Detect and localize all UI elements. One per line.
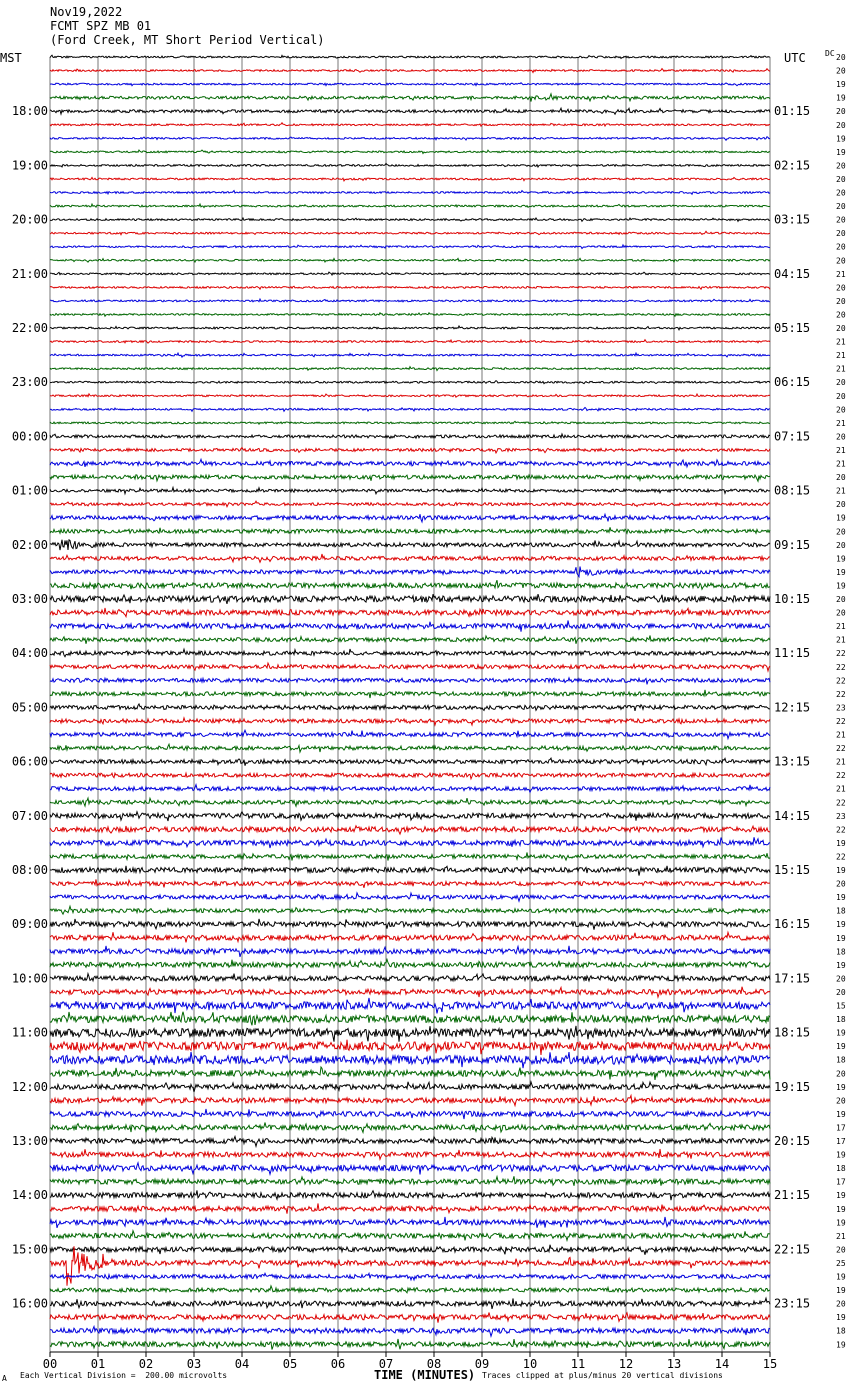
seismic-trace	[50, 178, 770, 181]
x-tick-label: 08	[426, 1357, 442, 1371]
right-hour-label: 14:15	[774, 808, 811, 823]
seismic-trace	[50, 580, 770, 589]
right-hour-label: 06:15	[774, 375, 811, 390]
dc-offset-label: 19	[836, 1313, 846, 1323]
dc-offset-label: 21	[836, 269, 846, 279]
dc-offset-label: 17	[836, 1177, 846, 1187]
seismic-trace	[50, 1067, 770, 1080]
dc-offset-label: 21	[836, 418, 846, 428]
dc-offset-label: 20	[836, 500, 846, 510]
seismic-trace	[50, 231, 770, 234]
seismic-trace	[50, 123, 770, 126]
seismic-trace	[50, 812, 770, 821]
seismic-trace	[50, 1052, 770, 1068]
right-hour-label: 01:15	[774, 104, 811, 119]
dc-offset-label: 19	[836, 1191, 846, 1201]
seismic-trace	[50, 514, 770, 522]
seismic-trace	[50, 218, 770, 221]
dc-offset-label: 20	[836, 540, 846, 550]
x-tick-label: 05	[282, 1357, 298, 1371]
dc-offset-label: 18	[836, 906, 846, 916]
seismic-trace	[50, 367, 770, 371]
right-hour-label: 08:15	[774, 483, 811, 498]
right-timezone-label: UTC	[784, 51, 806, 65]
seismic-trace	[50, 690, 770, 698]
left-hour-label: 18:00	[11, 104, 48, 119]
seismic-trace	[50, 1245, 770, 1255]
left-hour-label: 15:00	[11, 1242, 48, 1257]
left-hour-label: 07:00	[11, 808, 48, 823]
left-hour-label: 11:00	[11, 1025, 48, 1040]
seismic-trace	[50, 758, 770, 766]
seismic-trace	[50, 608, 770, 617]
left-hour-label: 13:00	[11, 1134, 48, 1148]
seismic-trace	[50, 1026, 770, 1042]
right-hour-label: 10:15	[774, 592, 811, 606]
dc-offset-label: 20	[836, 53, 846, 62]
seismic-trace	[50, 286, 770, 289]
seismic-trace	[50, 191, 770, 195]
dc-offset-label: 20	[836, 283, 846, 293]
dc-offset-label: 19	[836, 893, 846, 903]
seismic-trace	[50, 1123, 770, 1133]
x-tick-label: 02	[138, 1357, 154, 1371]
dc-offset-label: 22	[836, 689, 846, 699]
dc-offset-label: 22	[836, 676, 846, 686]
right-hour-label: 11:15	[774, 646, 811, 661]
seismic-trace	[50, 69, 770, 73]
seismic-trace	[50, 272, 770, 275]
seismic-trace	[50, 1327, 770, 1337]
dc-offset-label: 20	[836, 391, 846, 401]
dc-offset-label: 23	[836, 703, 846, 713]
seismic-trace	[50, 837, 770, 848]
dc-offset-label: 18	[836, 1326, 846, 1336]
dc-offset-label: 20	[836, 1069, 846, 1079]
dc-offset-label: 19	[836, 1340, 846, 1350]
dc-offset-label: 22	[836, 825, 846, 835]
seismic-trace	[50, 773, 770, 779]
seismic-trace	[50, 959, 770, 967]
dc-offset-label: 20	[836, 66, 846, 76]
dc-offset-label: 21	[836, 635, 846, 645]
seismic-trace	[50, 1149, 770, 1159]
location-label: (Ford Creek, MT Short Period Vertical)	[50, 33, 325, 47]
dc-offset-label: 19	[836, 93, 846, 103]
seismic-trace	[50, 1176, 770, 1186]
seismic-trace	[50, 718, 770, 725]
seismic-trace	[50, 204, 770, 208]
dc-offset-label: 22	[836, 852, 846, 862]
left-hour-label: 06:00	[11, 754, 48, 769]
seismic-trace	[50, 408, 770, 412]
seismic-trace	[50, 137, 770, 141]
left-hour-label: 16:00	[11, 1296, 48, 1311]
x-tick-label: 03	[186, 1357, 202, 1371]
seismic-trace	[50, 353, 770, 357]
dc-offset-label: 21	[836, 364, 846, 374]
seismic-trace	[50, 434, 770, 438]
right-hour-label: 16:15	[774, 917, 811, 932]
dc-offset-label: 18	[836, 1055, 846, 1065]
dc-offset-label: 19	[836, 1082, 846, 1092]
seismic-trace	[50, 1190, 770, 1200]
seismic-trace	[50, 826, 770, 834]
left-hour-label: 14:00	[11, 1188, 48, 1203]
dc-offset-label: 19	[836, 554, 846, 564]
dc-offset-label: 20	[836, 107, 846, 117]
seismic-trace	[50, 381, 770, 384]
seismic-trace	[50, 893, 770, 901]
dc-offset-label: 20	[836, 296, 846, 306]
x-tick-label: 04	[234, 1357, 250, 1371]
left-hour-label: 21:00	[11, 266, 48, 281]
seismic-trace	[50, 730, 770, 738]
seismic-trace	[50, 313, 770, 316]
scale-note: Each Vertical Division = 200.00 microvolts	[20, 1371, 228, 1380]
left-hour-label: 10:00	[11, 971, 48, 986]
dc-offset-label: 19	[836, 134, 846, 144]
x-tick-label: 06	[330, 1357, 346, 1371]
seismic-trace	[50, 394, 770, 397]
left-hour-label: 03:00	[11, 592, 48, 606]
dc-offset-label: 22	[836, 662, 846, 672]
dc-offset-label: 19	[836, 1286, 846, 1296]
dc-offset-label: 19	[836, 1204, 846, 1214]
seismic-trace	[50, 1096, 770, 1106]
seismic-trace	[50, 649, 770, 657]
dc-offset-label: 19	[836, 581, 846, 591]
dc-offset-label: 22	[836, 798, 846, 808]
left-timezone-label: MST	[0, 51, 22, 65]
dc-offset-label: 21	[836, 784, 846, 794]
dc-offset-label: 17	[836, 1137, 846, 1146]
right-hour-label: 19:15	[774, 1079, 811, 1094]
dc-offset-label: 19	[836, 1042, 846, 1052]
dc-offset-label: 17	[836, 1123, 846, 1133]
left-hour-label: 12:00	[11, 1079, 48, 1094]
left-hour-label: 09:00	[11, 917, 48, 932]
right-hour-label: 18:15	[774, 1025, 811, 1040]
seismic-trace	[50, 1012, 770, 1026]
seismic-trace	[50, 636, 770, 644]
right-hour-label: 12:15	[774, 700, 811, 715]
dc-offset-label: 19	[836, 866, 846, 875]
right-hour-label: 15:15	[774, 863, 811, 877]
seismic-trace	[50, 448, 770, 453]
right-hour-label: 05:15	[774, 321, 811, 335]
dc-offset-label: 25	[836, 1258, 846, 1268]
dc-offset-label: 22	[836, 716, 846, 726]
dc-offset-label: 19	[836, 1028, 846, 1038]
dc-offset-label: 21	[836, 351, 846, 361]
dc-offset-label: 20	[836, 215, 846, 225]
dc-offset-label: 21	[836, 622, 846, 632]
seismic-trace	[50, 1109, 770, 1119]
dc-offset-label: 20	[836, 405, 846, 415]
dc-offset-label: 22	[836, 744, 846, 754]
seismic-trace	[50, 906, 770, 914]
dc-offset-label: 19	[836, 933, 846, 943]
dc-offset-label: 18	[836, 1015, 846, 1025]
x-tick-label: 09	[474, 1357, 490, 1371]
right-hour-label: 04:15	[774, 266, 811, 281]
dc-offset-label: 19	[836, 1272, 846, 1282]
dc-offset-label: 19	[836, 1150, 846, 1160]
dc-offset-label: 20	[836, 1299, 846, 1309]
seismic-trace	[50, 594, 770, 604]
seismic-trace	[50, 919, 770, 930]
x-tick-label: 07	[378, 1357, 394, 1371]
seismic-trace	[50, 1231, 770, 1241]
right-hour-label: 23:15	[774, 1296, 811, 1311]
dc-offset-label: 19	[836, 147, 846, 157]
seismic-trace	[50, 163, 770, 167]
seismic-trace	[50, 1040, 770, 1055]
seismic-trace	[50, 879, 770, 887]
x-tick-label: 00	[42, 1357, 58, 1371]
seismic-trace	[50, 1273, 770, 1280]
right-hour-label: 02:15	[774, 158, 811, 173]
x-tick-label: 11	[570, 1357, 586, 1371]
seismic-trace	[50, 83, 770, 86]
seismic-trace	[50, 663, 770, 671]
seismic-trace	[50, 1339, 770, 1350]
seismic-trace	[50, 475, 770, 481]
dc-offset-label: 22	[836, 649, 846, 659]
dc-offset-label: 20	[836, 1245, 846, 1255]
left-hour-label: 20:00	[11, 212, 48, 227]
left-hour-label: 05:00	[11, 700, 48, 715]
dc-offset-label: 20	[836, 473, 846, 483]
seismic-trace	[50, 1217, 770, 1228]
seismic-trace	[50, 998, 770, 1014]
dc-offset-label: 20	[836, 324, 846, 333]
left-hour-label: 02:00	[11, 537, 48, 552]
left-hour-label: 19:00	[11, 158, 48, 173]
station-label: FCMT SPZ MB 01	[50, 19, 152, 33]
x-axis-label: TIME (MINUTES)	[374, 1368, 476, 1382]
seismic-trace	[50, 340, 770, 343]
seismic-trace	[50, 1298, 770, 1309]
seismic-trace	[50, 108, 770, 114]
x-tick-label: 15	[762, 1357, 778, 1371]
seismic-trace	[50, 326, 770, 330]
dc-offset-label: 20	[836, 879, 846, 889]
dc-offset-label: 21	[836, 337, 846, 347]
dc-offset-label: 19	[836, 920, 846, 930]
dc-offset-label: 19	[836, 960, 846, 970]
seismic-trace	[50, 421, 770, 424]
left-hour-label: 04:00	[11, 646, 48, 661]
seismic-trace	[50, 974, 770, 982]
dc-offset-label: 21	[836, 730, 846, 740]
right-hour-label: 09:15	[774, 537, 811, 552]
seismic-trace	[50, 540, 770, 550]
left-hour-label: 08:00	[11, 863, 48, 877]
x-tick-label: 13	[666, 1357, 682, 1371]
seismic-trace	[50, 258, 770, 262]
dc-offset-label: 21	[836, 445, 846, 455]
seismic-trace	[50, 527, 770, 533]
dc-offset-label: 20	[836, 202, 846, 212]
seismic-trace	[50, 459, 770, 467]
seismic-trace	[50, 1082, 770, 1092]
seismic-trace	[50, 1313, 770, 1323]
left-hour-label: 00:00	[11, 429, 48, 444]
dc-offset-label: 20	[836, 242, 846, 252]
date-label: Nov19,2022	[50, 5, 123, 19]
dc-offset-label: 19	[836, 567, 846, 577]
dc-offset-label: 23	[836, 811, 846, 821]
x-tick-label: 12	[618, 1357, 634, 1371]
right-hour-label: 17:15	[774, 971, 811, 986]
seismic-trace	[50, 1137, 770, 1147]
right-hour-label: 22:15	[774, 1242, 811, 1257]
scale-mark: A	[2, 1374, 7, 1383]
seismic-trace	[50, 866, 770, 876]
clip-note: Traces clipped at plus/minus 20 vertical divisions	[482, 1371, 723, 1380]
x-tick-label: 14	[714, 1357, 730, 1371]
dc-offset-label: 15	[836, 1001, 846, 1011]
seismic-trace	[50, 55, 770, 58]
seismic-trace	[50, 245, 770, 249]
dc-offset-label: 20	[836, 432, 846, 442]
dc-offset-label: 18	[836, 1164, 846, 1174]
dc-offset-label: 19	[836, 513, 846, 523]
seismic-trace	[50, 946, 770, 957]
seismic-trace	[50, 299, 770, 302]
dc-offset-label: 21	[836, 486, 846, 496]
seismic-trace	[50, 621, 770, 632]
dc-offset-label: 20	[836, 174, 846, 184]
dc-offset-label: 20	[836, 987, 846, 997]
dc-offset-label: 20	[836, 595, 846, 604]
seismic-trace	[50, 1163, 770, 1175]
seismic-trace	[50, 501, 770, 507]
seismic-trace	[50, 987, 770, 997]
dc-offset-label: 20	[836, 310, 846, 320]
dc-offset-label: 20	[836, 1096, 846, 1106]
right-hour-label: 07:15	[774, 429, 811, 444]
dc-offset-label: 19	[836, 80, 846, 90]
dc-offset-label: 19	[836, 838, 846, 848]
dc-offset-label: 20	[836, 256, 846, 266]
seismic-trace	[50, 744, 770, 752]
seismic-trace	[50, 798, 770, 806]
left-hour-label: 01:00	[11, 483, 48, 498]
dc-offset-label: 20	[836, 120, 846, 130]
dc-offset-label: 20	[836, 161, 846, 171]
seismic-trace	[50, 1286, 770, 1293]
seismic-trace	[50, 567, 770, 577]
x-tick-label: 10	[522, 1357, 538, 1371]
seismic-trace	[50, 1203, 770, 1213]
seismic-trace	[50, 853, 770, 861]
dc-offset-label: 20	[836, 974, 846, 984]
seismic-trace	[50, 678, 770, 685]
dc-offset-label: 18	[836, 947, 846, 957]
seismic-trace	[50, 785, 770, 793]
x-tick-label: 01	[90, 1357, 106, 1371]
dc-offset-label: 21	[836, 459, 846, 469]
dc-offset-label: 20	[836, 188, 846, 198]
left-hour-label: 23:00	[11, 375, 48, 390]
right-hour-label: 20:15	[774, 1134, 811, 1148]
dc-offset-label: 19	[836, 1109, 846, 1119]
right-hour-label: 03:15	[774, 212, 811, 227]
dc-offset-label: 19	[836, 1218, 846, 1228]
dc-offset-label: 20	[836, 378, 846, 388]
dc-offset-label: 22	[836, 771, 846, 781]
seismic-trace	[50, 488, 770, 494]
seismic-trace	[50, 150, 770, 153]
seismic-trace	[50, 704, 770, 711]
dc-label: DC	[825, 49, 835, 58]
dc-offset-label: 20	[836, 527, 846, 537]
dc-offset-label: 21	[836, 757, 846, 767]
seismic-trace	[50, 932, 770, 942]
seismic-trace	[50, 554, 770, 562]
dc-offset-label: 21	[836, 1231, 846, 1241]
right-hour-label: 13:15	[774, 754, 811, 769]
seismic-trace	[50, 94, 770, 102]
right-hour-label: 21:15	[774, 1188, 811, 1203]
dc-offset-label: 20	[836, 229, 846, 239]
dc-offset-label: 20	[836, 608, 846, 618]
left-hour-label: 22:00	[11, 321, 48, 335]
